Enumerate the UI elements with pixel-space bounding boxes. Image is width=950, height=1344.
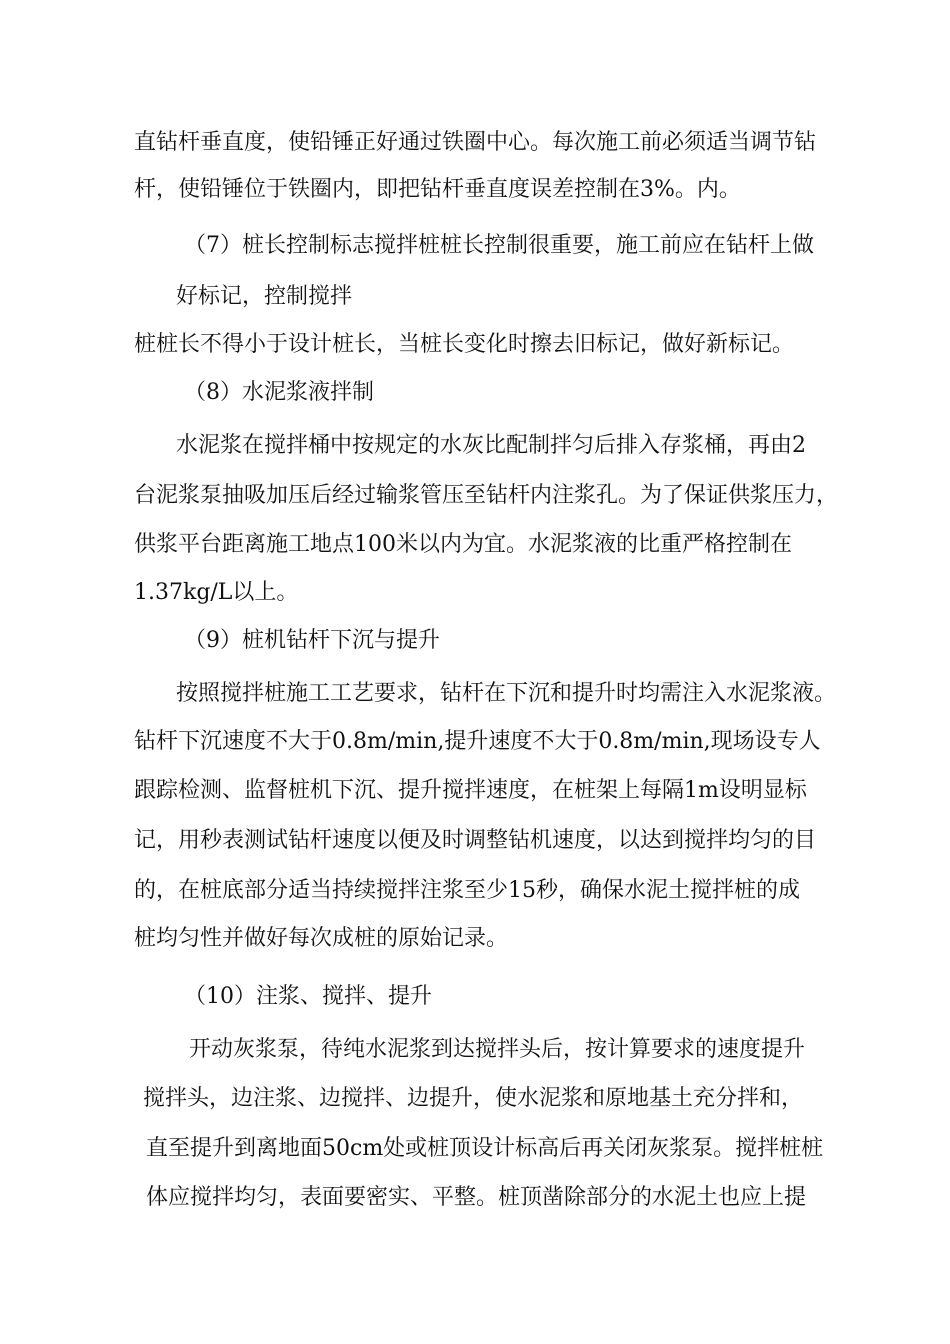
text-line-4: 好标记，控制搅拌 xyxy=(176,284,353,309)
text-line-5: 桩桩长不得小于设计桩长，当桩长变化时擦去旧标记，做好新标记。 xyxy=(134,332,795,357)
text-line-21: 直至提升到离地面50cm处或桩顶设计标高后再关闭灰浆泵。搅拌桩桩 xyxy=(146,1136,824,1161)
heading-10: （10）注浆、搅拌、提升 xyxy=(184,984,432,1009)
text-line-17: 桩均匀性并做好每次成桩的原始记录。 xyxy=(134,926,509,951)
text-line-7: 水泥浆在搅拌桶中按规定的水灰比配制拌匀后排入存浆桶，再由2 xyxy=(176,433,806,458)
text-line-12: 按照搅拌桩施工工艺要求，钻杆在下沉和提升时均需注入水泥浆液。 xyxy=(176,681,837,706)
text-line-16: 的，在桩底部分适当持续搅拌注浆至少15秒，确保水泥土搅拌桩的成 xyxy=(134,878,800,903)
text-line-20: 搅拌头，边注浆、边搅拌、边提升，使水泥浆和原地基土充分拌和， xyxy=(143,1086,804,1111)
text-line-13: 钻杆下沉速度不大于0.8m/min,提升速度不大于0.8m/min,现场设专人 xyxy=(134,729,821,754)
heading-9: （9）桩机钻杆下沉与提升 xyxy=(184,628,440,653)
text-line-15: 记，用秒表测试钻杆速度以便及时调整钻机速度，以达到搅拌均匀的目 xyxy=(134,828,817,853)
text-line-3: （7）桩长控制标志搅拌桩桩长控制很重要，施工前应在钻杆上做 xyxy=(184,233,814,258)
text-line-10: 1.37kg/L以上。 xyxy=(134,580,299,605)
text-line-14: 跟踪检测、监督桩机下沉、提升搅拌速度，在桩架上每隔1m设明显标 xyxy=(134,778,807,803)
text-line-9: 供浆平台距离施工地点100米以内为宜。水泥浆液的比重严格控制在 xyxy=(134,532,792,557)
text-line-22: 体应搅拌均匀，表面要密实、平整。桩顶凿除部分的水泥土也应上提 xyxy=(146,1185,807,1210)
text-line-1: 直钻杆垂直度，使铅锤正好通过铁圈中心。每次施工前必须适当调节钻 xyxy=(134,130,817,155)
text-line-2: 杆，使铅锤位于铁圈内，即把钻杆垂直度误差控制在3%。内。 xyxy=(134,177,741,202)
text-line-8: 台泥浆泵抽吸加压后经过输浆管压至钻杆内注浆孔。为了保证供浆压力， xyxy=(134,483,839,508)
heading-8: （8）水泥浆液拌制 xyxy=(184,380,374,405)
text-line-19: 开动灰浆泵，待纯水泥浆到达搅拌头后，按计算要求的速度提升 xyxy=(189,1037,806,1062)
